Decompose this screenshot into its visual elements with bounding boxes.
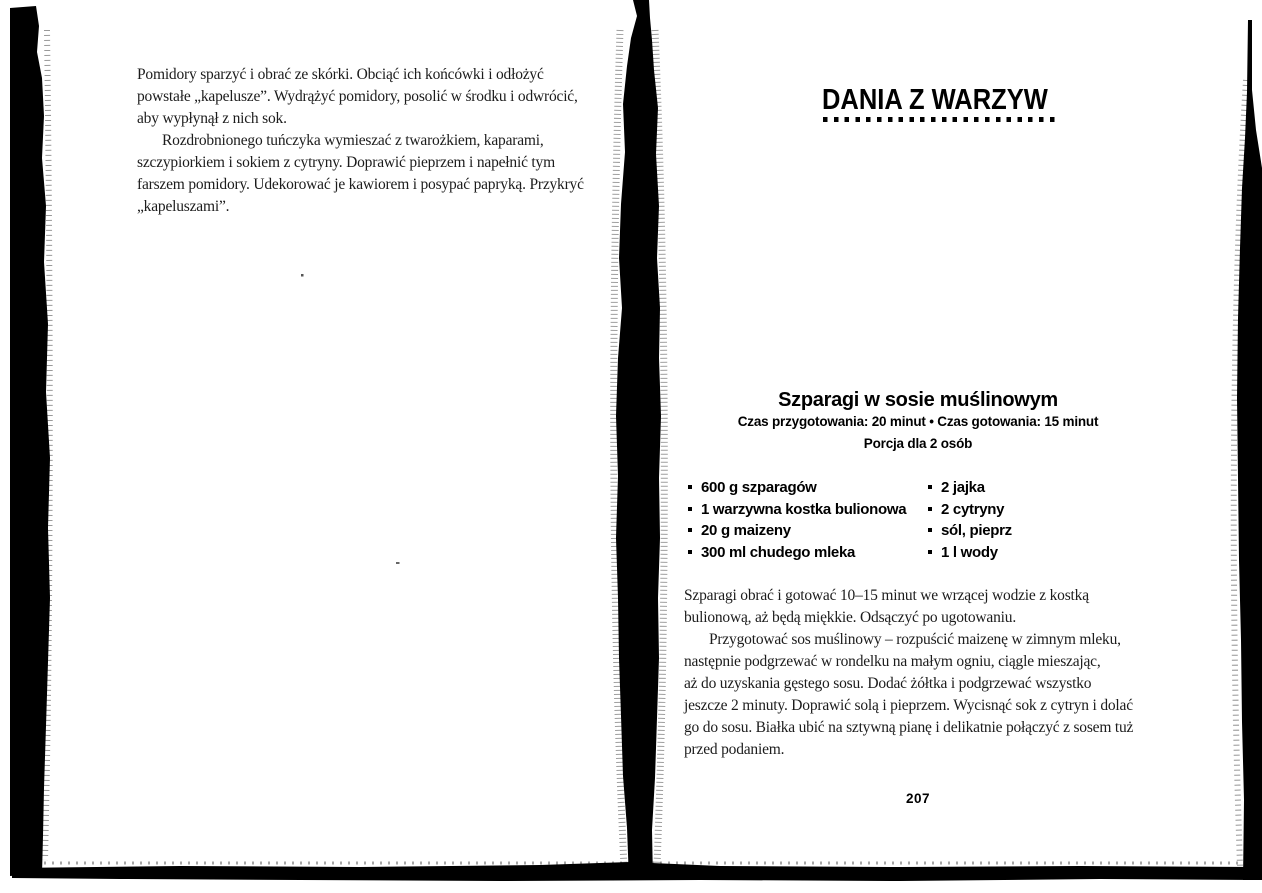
recipe-title: Szparagi w sosie muślinowym [778,389,1058,411]
paragraph-line: „kapeluszami”. [137,198,230,215]
left-page-paragraph [137,64,584,218]
instruction-line: Przygotować sos muślinowy – rozpuścić maizenę w zimnym mleku, [709,631,1121,648]
ingredient-item: 1 warzywna kostka bulionowa [688,499,906,521]
instruction-line: przed podaniem. [684,741,785,758]
paragraph-line: aby wypłynął z nich sok. [137,110,287,127]
recipe-instructions [684,585,1133,761]
instruction-line: Szparagi obrać i gotować 10–15 minut we wrzącej wodzie z kostką [684,587,1089,604]
instruction-line: bulionową, aż będą miękkie. Odsączyć po ugotowaniu. [684,609,1016,626]
paragraph-line: Rozdrobnionego tuńczyka wymieszać z twarożkiem, kaparami, [162,132,544,149]
paragraph-line: Pomidory sparzyć i obrać ze skórki. Obciąć ich końcówki i odłożyć [137,66,544,83]
scan-artifact-gutter [616,0,661,880]
ingredient-item: 20 g maizeny [688,520,906,542]
scan-artifact-bottom-edge [12,862,1256,881]
noise-speck [396,562,400,564]
ingredient-item: 2 cytryny [928,499,1012,521]
ingredient-item: 1 l wody [928,542,1012,564]
ingredients-column-right [928,477,1012,563]
ingredient-item: 2 jajka [928,477,1012,499]
instruction-line: go do sosu. Białka ubić na sztywną pianę i delikatnie połączyć z sosem tuż [684,719,1134,736]
ingredient-item: 600 g szparagów [688,477,906,499]
instruction-line: aż do uzyskania gęstego sosu. Dodać żółtka i podgrzewać wszystko [684,675,1092,692]
paragraph-line: powstałe „kapelusze”. Wydrążyć pomidory, posolić w środku i odwrócić, [137,88,578,105]
paragraph-line: szczypiorkiem i sokiem z cytryny. Doprawić pieprzem i napełnić tym [137,154,555,171]
dotted-underline [823,117,1059,122]
section-header: DANIA Z WARZYW [822,84,1048,116]
recipe-times: Czas przygotowania: 20 minut • Czas gotowania: 15 minut [737,414,1099,429]
ingredients-column-left [688,477,906,563]
noise-speck [301,274,304,277]
page-number: 207 [905,791,931,806]
scan-artifact-right-edge [1237,20,1262,880]
ingredient-item: 300 ml chudego mleka [688,542,906,564]
recipe-servings: Porcja dla 2 osób [863,436,973,451]
paragraph-line: farszem pomidory. Udekorować je kawiorem i posypać papryką. Przykryć [137,176,584,193]
instruction-line: następnie podgrzewać w rondelku na małym ogniu, ciągle mieszając, [684,653,1101,670]
scan-artifact-left-edge [10,6,50,876]
instruction-line: jeszcze 2 minuty. Doprawić solą i pieprzem. Wycisnąć sok z cytryn i dolać [684,697,1133,714]
ingredient-item: sól, pieprz [928,520,1012,542]
